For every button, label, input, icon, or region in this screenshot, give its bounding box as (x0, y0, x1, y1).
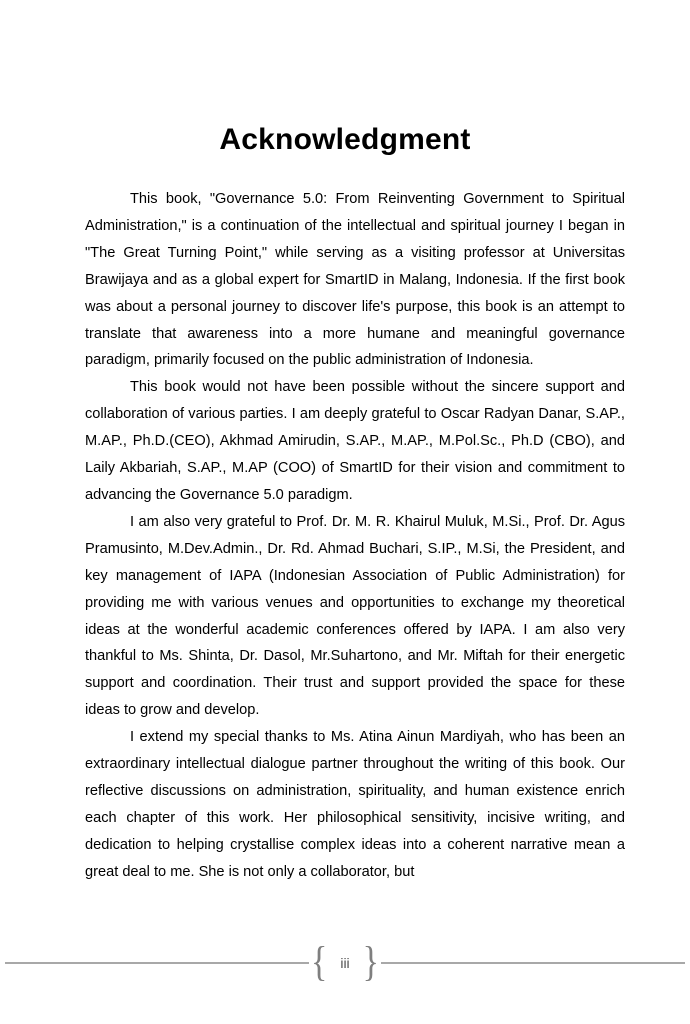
paragraph: I extend my special thanks to Ms. Atina Ainun Mardiyah, who has been an extraordinary intellectual dialogue partner throughout the writing of this book. Our reflective discussions on administration, spirituality, and human existence enrich each chapter of this work. Her philosophical sensitivity, incisive writing, and dedication to helping crystallise complex ideas into a coherent narrative mean a great deal to me. She is not only a collaborator, but (85, 729, 625, 880)
paragraph: I am also very grateful to Prof. Dr. M. R. Khairul Muluk, M.Si., Prof. Dr. Agus Pramusinto, M.Dev.Admin., Dr. Rd. Ahmad Buchari, S.IP., M.Si, the President, and key management of IAPA (Indonesian Association of Public Administration) for providing me with various venues and opportunities to exchange my theoretical ideas at the wonderful academic conferences offered by IAPA. I am also very thankful to Ms. Shinta, Dr. Dasol, Mr.Suhartono, and Mr. Miftah for their energetic support and coordination. Their trust and support provided the space for these ideas to grow and develop. (85, 513, 625, 719)
page-title: Acknowledgment (219, 123, 471, 156)
paragraph: This book would not have been possible without the sincere support and collaboration of various parties. I am deeply grateful to Oscar Radyan Danar, S.AP., M.AP., Ph.D.(CEO), Akhmad Amirudin, S.AP., M.AP., M.Pol.Sc., Ph.D (CBO), and Laily Akbariah, S.AP., M.AP (COO) of SmartID for their vision and commitment to advancing the Governance 5.0 paradigm. (85, 379, 625, 503)
footer-rule-left (5, 962, 309, 964)
right-brace-icon: } (362, 939, 379, 986)
left-brace-icon: { (311, 939, 328, 986)
page-footer (0, 939, 690, 986)
footer-rule-right (381, 962, 685, 964)
paragraph: This book, "Governance 5.0: From Reinventing Government to Spiritual Administration," is a continuation of the intellectual and spiritual journey I began in "The Great Turning Point," while serving as a visiting professor at Universitas Brawijaya and as a global expert for SmartID in Malang, Indonesia. If the first book was about a personal journey to discover life's purpose, this book is an attempt to translate that awareness into a more humane and meaningful governance paradigm, primarily focused on the public administration of Indonesia. (85, 191, 625, 369)
body-text-block (85, 186, 625, 886)
page-number-group (309, 939, 381, 986)
page-number: iii (340, 955, 350, 971)
